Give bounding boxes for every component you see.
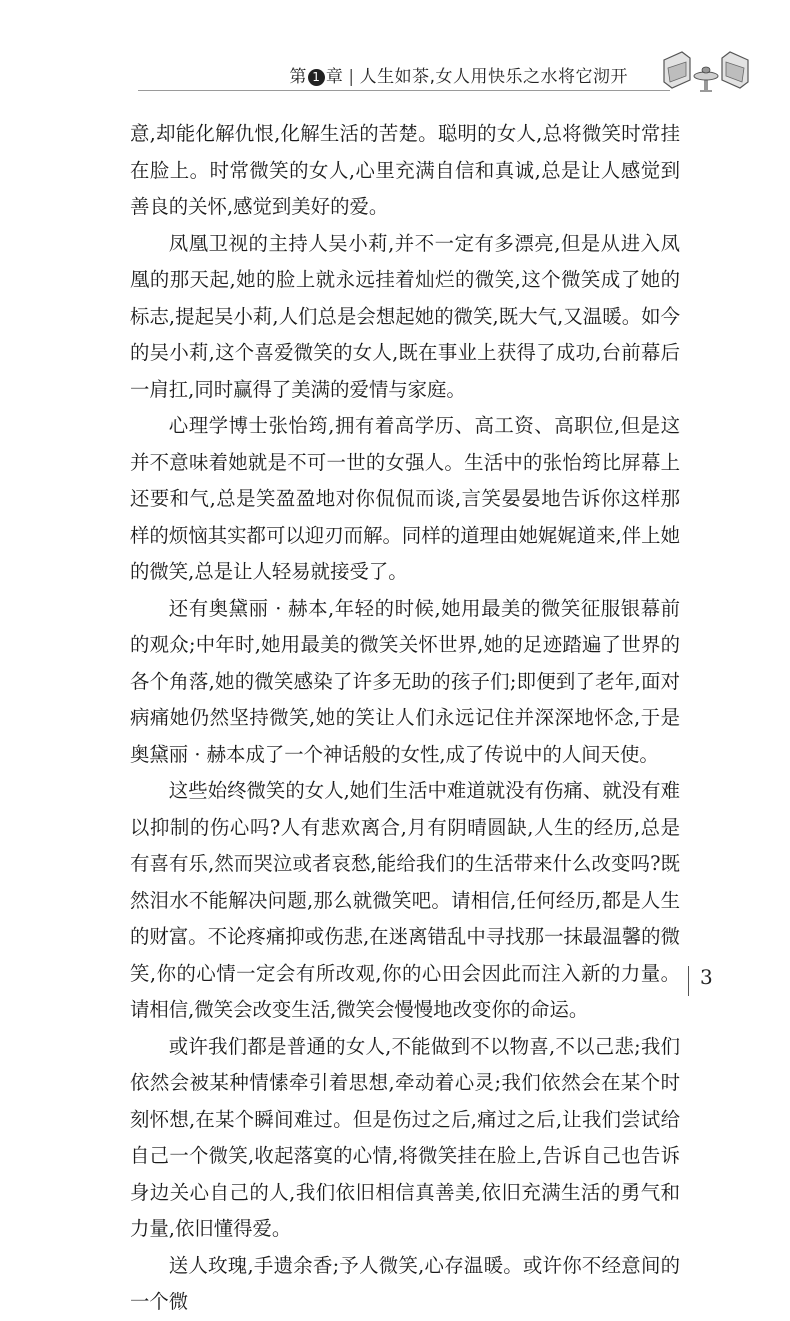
paragraph: 送人玫瑰,手遗余香;予人微笑,心存温暖。或许你不经意间的一个微	[130, 1253, 680, 1313]
paragraph: 这些始终微笑的女人,她们生活中难道就没有伤痛、就没有难以抑制的伤心吗?人有悲欢离合,月有阴晴圆缺,人生的经历,总是有喜有乐,然而哭泣或者哀愁,能给我们的生活带来什么改变吗?既然泪水不能解决问题,那么就微笑吧。请相信,任何经历,都是人生的财富。不论疼痛抑或伤悲,在迷离错乱中寻找那一抹最温馨的微笑,你的心情一定会有所改观,你的心田会因此而注入新的力量。请相信,微笑会改变生活,微笑会慢慢地改变你的命运。	[130, 779, 680, 1021]
footer-divider	[688, 966, 689, 996]
paragraph: 意,却能化解仇恨,化解生活的苦楚。聪明的女人,总将微笑时常挂在脸上。时常微笑的女人,心里充满自信和真诚,总是让人感觉到善良的关怀,感觉到美好的爱。	[130, 122, 680, 218]
chapter-suffix: 章	[325, 67, 344, 87]
running-header	[0, 46, 790, 96]
page-number: 3	[700, 965, 713, 989]
paragraph: 还有奥黛丽 · 赫本,年轻的时候,她用最美的微笑征服银幕前的观众;中年时,她用最美的微笑关怀世界,她的足迹踏遍了世界的各个角落,她的微笑感染了许多无助的孩子们;即便到了老年,面对病痛她仍然坚持微笑,她的笑让人们永远记住并深深地怀念,于是奥黛丽 · 赫本成了一个神话般的女性,成了传说中的人间天使。	[130, 596, 680, 766]
body-text	[130, 116, 680, 1321]
chapter-number-badge: 1	[308, 69, 325, 86]
paragraph: 或许我们都是普通的女人,不能做到不以物喜,不以己悲;我们依然会被某种情愫牵引着思想,牵动着心灵;我们依然会在某个时刻怀想,在某个瞬间难过。但是伤过之后,痛过之后,让我们尝试给自己一个微笑,收起落寞的心情,将微笑挂在脸上,告诉自己也告诉身边关心自己的人,我们依旧相信真善美,依旧充满生活的勇气和力量,依旧懂得爱。	[130, 1034, 680, 1240]
paragraph: 心理学博士张怡筠,拥有着高学历、高工资、高职位,但是这并不意味着她就是不可一世的女强人。生活中的张怡筠比屏幕上还要和气,总是笑盈盈地对你侃侃而谈,言笑晏晏地告诉你这样那样的烦恼其实都可以迎刃而解。同样的道理由她娓娓道来,伴上她的微笑,总是让人轻易就接受了。	[130, 414, 680, 583]
chapter-title: 人生如茶,女人用快乐之水将它沏开	[359, 67, 628, 87]
chapter-header	[289, 62, 628, 87]
paragraph: 凤凰卫视的主持人吴小莉,并不一定有多漂亮,但是从进入凤凰的那天起,她的脸上就永远挂着灿烂的微笑,这个微笑成了她的标志,提起吴小莉,人们总是会想起她的微笑,既大气,又温暖。如今的吴小莉,这个喜爱微笑的女人,既在事业上获得了成功,台前幕后一肩扛,同时赢得了美满的爱情与家庭。	[130, 231, 680, 401]
chapter-prefix: 第	[289, 67, 307, 87]
tea-set-icon	[660, 46, 752, 94]
header-rule	[138, 90, 670, 91]
header-separator: |	[348, 67, 355, 87]
